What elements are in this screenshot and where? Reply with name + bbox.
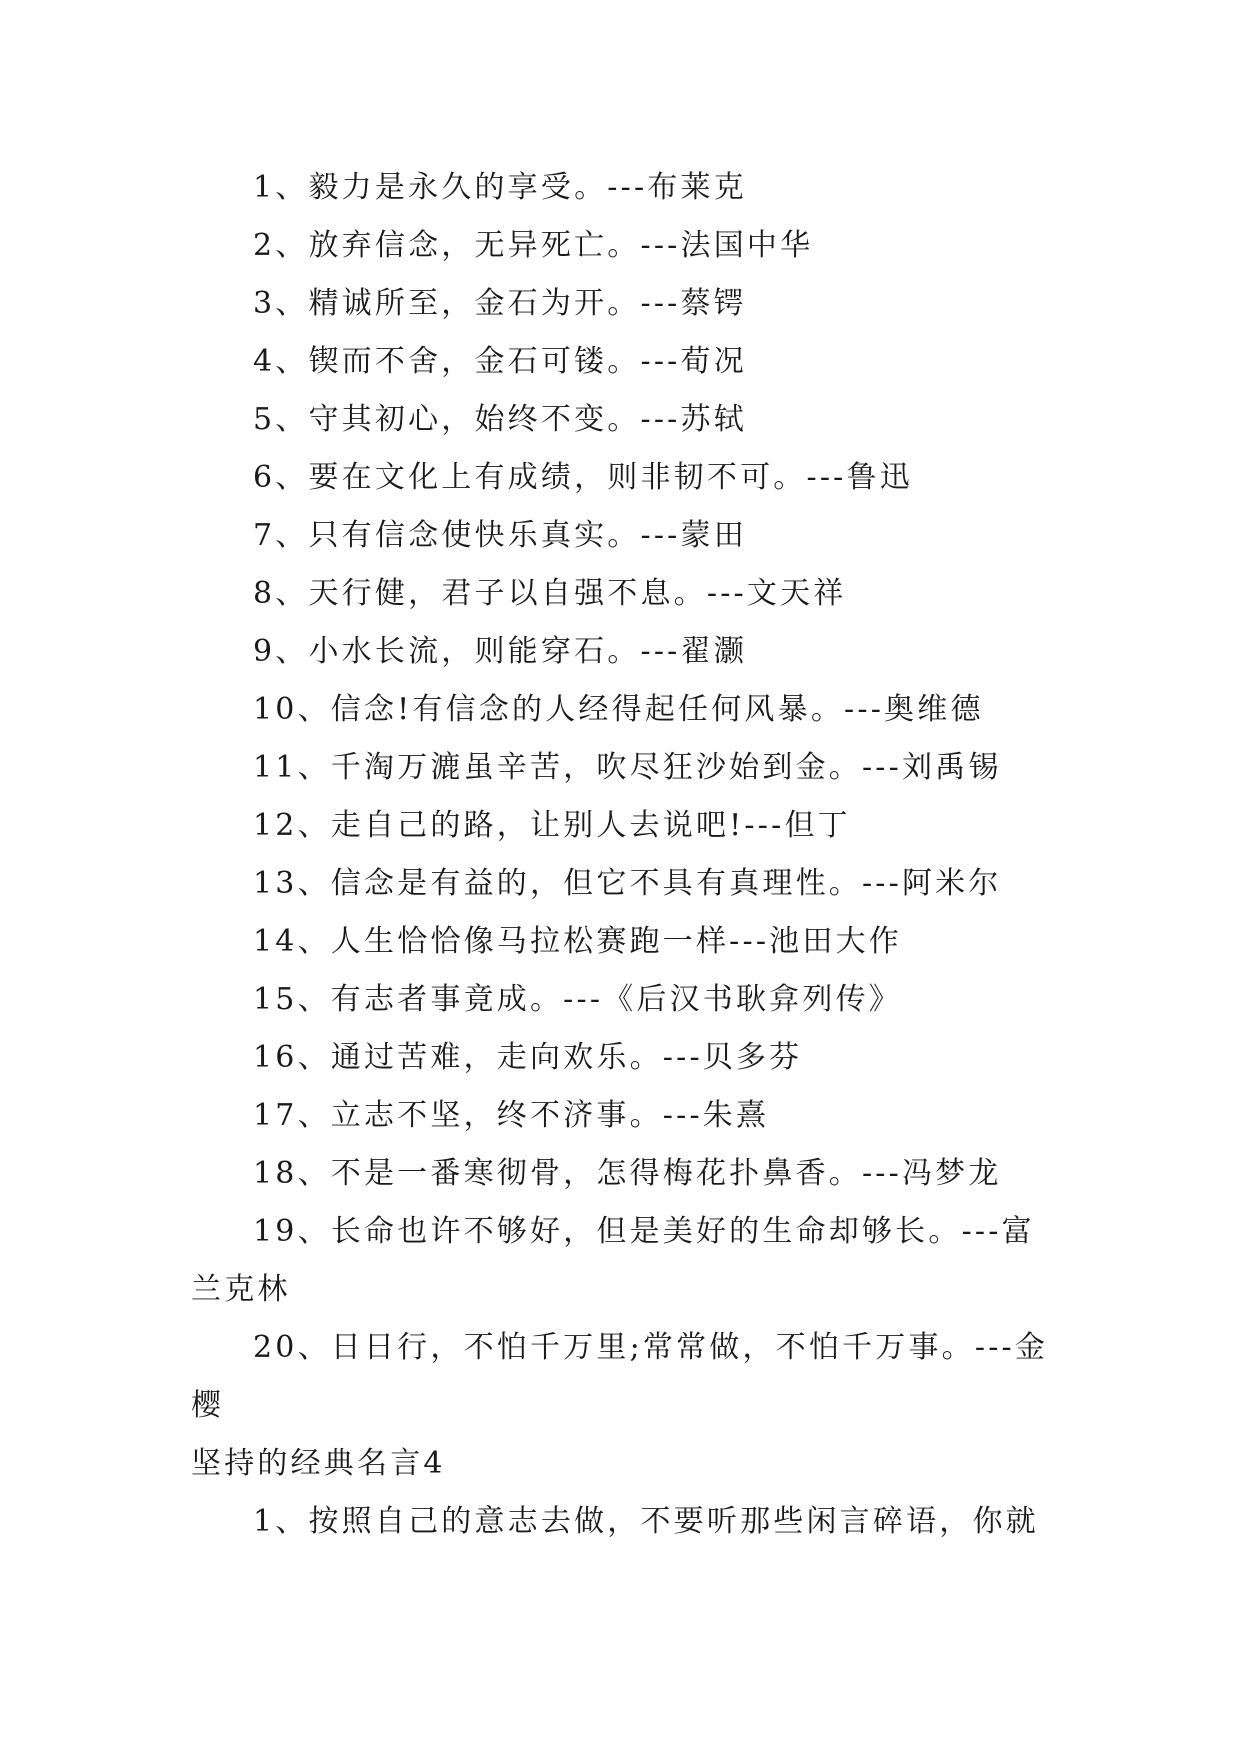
quote-line-6: 6、要在文化上有成绩，则非韧不可。---鲁迅 [253,459,913,495]
quote-line-19: 19、长命也许不够好，但是美好的生命却够长。---富兰克林 [191,1213,1035,1307]
quote-line-7: 7、只有信念使快乐真实。---蒙田 [253,517,747,553]
quote-line-15: 15、有志者事竟成。---《后汉书耿弇列传》 [253,981,902,1017]
quote-line-18: 18、不是一番寒彻骨，怎得梅花扑鼻香。---冯梦龙 [253,1155,1002,1191]
quote-line-14: 14、人生恰恰像马拉松赛跑一样---池田大作 [253,923,902,959]
quote-line-9: 9、小水长流，则能穿石。---翟灏 [253,633,747,669]
quote-line-2: 2、放弃信念，无异死亡。---法国中华 [253,227,814,263]
quote-line-10: 10、信念!有信念的人经得起任何风暴。---奥维德 [253,691,984,727]
next-section-quote-1: 1、按照自己的意志去做，不要听那些闲言碎语，你就 [253,1503,1039,1539]
quote-line-1: 1、毅力是永久的享受。---布莱克 [253,169,747,205]
quote-line-17: 17、立志不坚，终不济事。---朱熹 [253,1097,770,1133]
quote-line-8: 8、天行健，君子以自强不息。---文天祥 [253,575,847,611]
document-body [191,159,1051,1551]
quote-line-13: 13、信念是有益的，但它不具有真理性。---阿米尔 [253,865,1002,901]
quote-line-3: 3、精诚所至，金石为开。---蔡锷 [253,285,747,321]
quote-line-16: 16、通过苦难，走向欢乐。---贝多芬 [253,1039,803,1075]
quote-line-20: 20、日日行，不怕千万里;常常做，不怕千万事。---金樱 [191,1329,1049,1423]
section-heading: 坚持的经典名言4 [191,1445,446,1481]
quote-line-5: 5、守其初心，始终不变。---苏轼 [253,401,747,437]
quote-line-12: 12、走自己的路，让别人去说吧!---但丁 [253,807,851,843]
quote-line-11: 11、千淘万漉虽辛苦，吹尽狂沙始到金。---刘禹锡 [253,749,1002,785]
quote-line-4: 4、锲而不舍，金石可镂。---荀况 [253,343,747,379]
